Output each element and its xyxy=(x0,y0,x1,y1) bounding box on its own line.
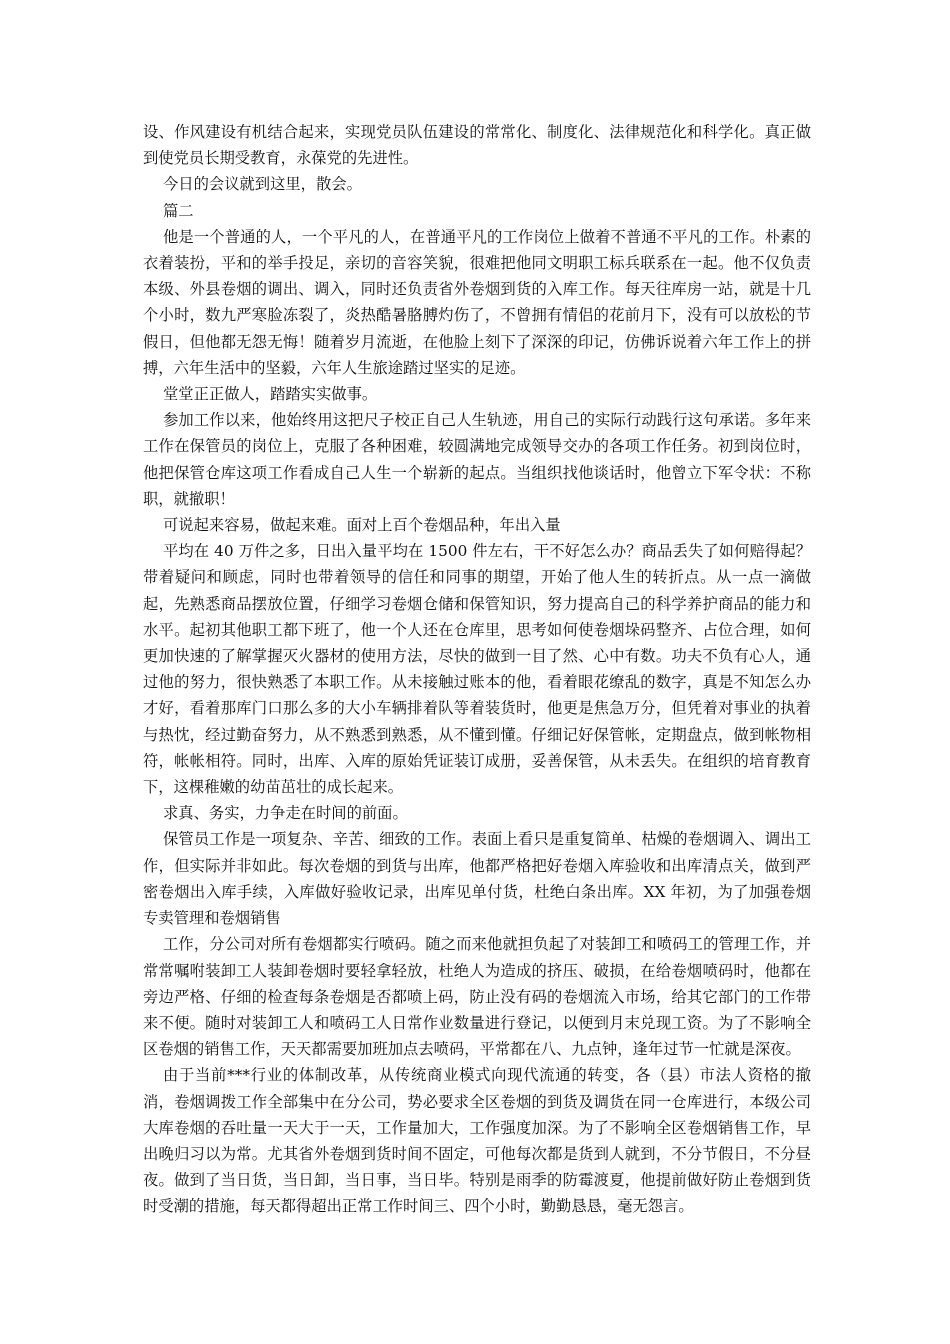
paragraph-6: 参加工作以来，他始终用这把尺子校正自己人生轨迹，用自己的实际行动践行这句承诺。多年来工作在保管员的岗位上，克服了各种困难，较圆满地完成领导交办的各项工作任务。初到岗位时，他把保管仓库这项工作看成自己人生一个崭新的起点。当组织找他谈话时，他曾立下军令状：不称职，就撤职！ xyxy=(143,411,811,508)
paragraph-2: 今日的会议就到这里，散会。 xyxy=(163,175,362,194)
paragraph-11: 工作，分公司对所有卷烟都实行喷码。随之而来他就担负起了对装卸工和喷码工的管理工作，并常常嘱咐装卸工人装卸卷烟时要轻拿轻放，杜绝人为造成的挤压、破损，在给卷烟喷码时，他都在旁边严格、仔细的检查每条卷烟是否都喷上码，防止没有码的卷烟流入市场，给其它部门的工作带来不便。随时对装卸工人和喷码工人日常作业数量进行登记，以便到月末兑现工资。为了不影响全区卷烟的销售工作，天天都需要加班加点去喷码，平常都在八、九点钟，逢年过节一忙就是深夜。 xyxy=(143,935,811,1059)
paragraph-8: 平均在 40 万件之多，日出入量平均在 1500 件左右，干不好怎么办？商品丢失了如何赔得起？带着疑问和顾虑，同时也带着领导的信任和同事的期望，开始了他人生的转折点。从一点一滴做起，先熟悉商品摆放位置，仔细学习卷烟仓储和保管知识，努力提高自己的科学养护商品的能力和水平。起初其他职工都下班了，他一个人还在仓库里，思考如何使卷烟垛码整齐、占位合理，如何更加快速的了解掌握灭火器材的使用方法，尽快的做到一目了然、心中有数。功夫不负有心人，通过他的努力，很快熟悉了本职工作。从未接触过账本的他，看着眼花缭乱的数字，真是不知怎么办才好，看着那库门口那么多的大小车辆排着队等着装货时，他更是焦急万分，但凭着对事业的执着与热忱，经过勤奋努力，从不熟悉到熟悉，从不懂到懂。仔细记好保管帐，定期盘点，做到帐物相符，帐帐相符。同时，出库、入库的原始凭证装订成册，妥善保管，从未丢失。在组织的培育教育下，这棵稚嫩的幼苗茁壮的成长起来。 xyxy=(143,542,811,797)
section-heading: 篇二 xyxy=(163,201,194,220)
paragraph-9: 求真、务实，力争走在时间的前面。 xyxy=(163,804,408,823)
paragraph-12: 由于当前***行业的体制改革，从传统商业模式向现代流通的转变，各（县）市法人资格的撤消，卷烟调拨工作全部集中在分公司，势必要求全区卷烟的到货及调货在同一仓库进行，本级公司大库卷烟的吞吐量一天大于一天，工作量加大，工作强度加深。为了不影响全区卷烟销售工作，早出晚归习以为常。尤其省外卷烟到货时间不固定，可他每次都是货到人就到，不分节假日，不分昼夜。做到了当日货，当日卸，当日事，当日毕。特别是雨季的防霉渡夏，他提前做好防止卷烟到货时受潮的措施，每天都得超出正常工作时间三、四个小时，勤勤恳恳，毫无怨言。 xyxy=(143,1066,811,1216)
paragraph-4: 他是一个普通的人，一个平凡的人，在普通平凡的工作岗位上做着不普通不平凡的工作。朴素的衣着装扮，平和的举手投足，亲切的音容笑貌，很难把他同文明职工标兵联系在一起。他不仅负责本级、外县卷烟的调出、调入，同时还负责省外卷烟到货的入库工作。每天往库房一站，就是十几个小时，数九严寒脸冻裂了，炎热酷暑胳膊灼伤了，不曾拥有情侣的花前月下，没有可以放松的节假日，但他都无怨无悔！随着岁月流逝，在他脸上刻下了深深的印记，仿佛诉说着六年工作上的拼搏，六年生活中的坚毅，六年人生旅途踏过坚实的足迹。 xyxy=(143,227,811,377)
paragraph-7: 可说起来容易，做起来难。面对上百个卷烟品种，年出入量 xyxy=(163,516,561,535)
document-body xyxy=(143,119,811,1220)
paragraph-1: 设、作风建设有机结合起来，实现党员队伍建设的常常化、制度化、法律规范化和科学化。真正做到使党员长期受教育，永葆党的先进性。 xyxy=(143,123,811,168)
paragraph-10: 保管员工作是一项复杂、辛苦、细致的工作。表面上看只是重复简单、枯燥的卷烟调入、调出工作，但实际并非如此。每次卷烟的到货与出库，他都严格把好卷烟入库验收和出库清点关，做到严密卷烟出入库手续，入库做好验收记录，出库见单付货，杜绝白条出库。XX 年初，为了加强卷烟专卖管理和卷烟销售 xyxy=(143,830,811,928)
paragraph-5: 堂堂正正做人，踏踏实实做事。 xyxy=(163,385,378,404)
